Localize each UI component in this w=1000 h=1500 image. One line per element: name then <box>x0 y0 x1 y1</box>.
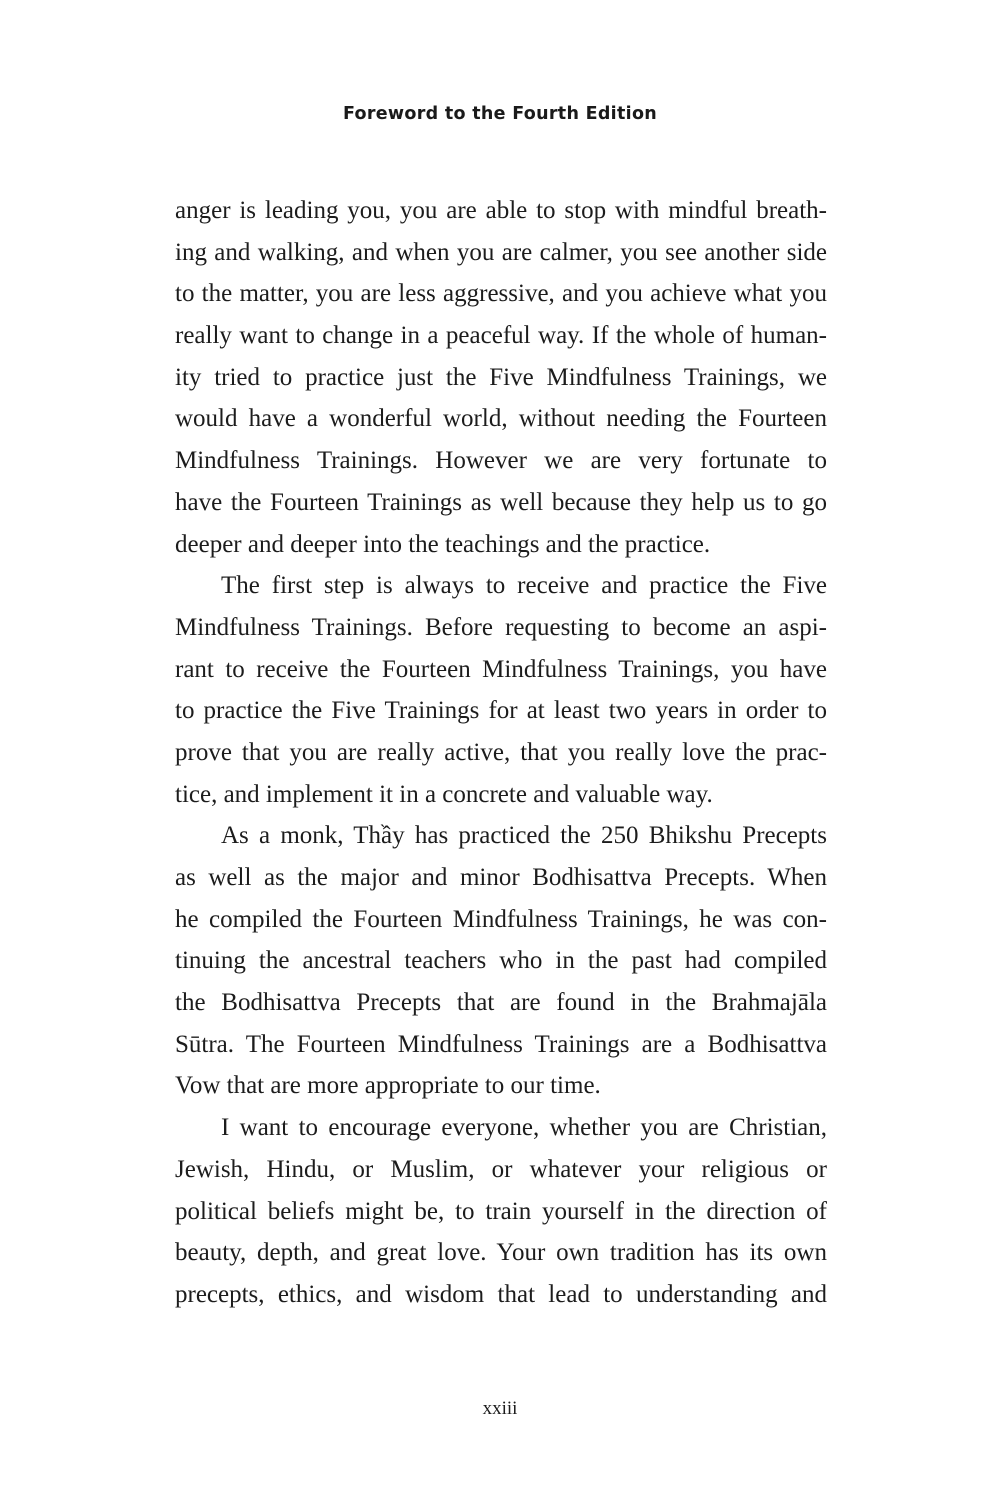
text-line: tice, and implement it in a concrete and valuable way. <box>175 780 713 808</box>
body-text <box>175 190 827 1316</box>
text-line: Mindfulness Trainings. However we are very fortunate to <box>175 447 827 475</box>
text-line: I want to encourage everyone, whether you are Christian, <box>221 1114 827 1142</box>
text-line: to the matter, you are less aggressive, and you achieve what you <box>175 280 827 308</box>
text-line: beauty, depth, and great love. Your own tradition has its own <box>175 1239 827 1267</box>
paragraph <box>175 190 827 565</box>
text-line: prove that you are really active, that you really love the prac- <box>175 738 827 766</box>
page-number: xxiii <box>482 1398 518 1419</box>
text-line: ity tried to practice just the Five Mindfulness Trainings, we <box>175 363 827 391</box>
text-line: to practice the Five Trainings for at least two years in order to <box>175 697 827 725</box>
text-line: precepts, ethics, and wisdom that lead to understanding and <box>175 1280 827 1308</box>
text-line: As a monk, Thầy has practiced the 250 Bhikshu Precepts <box>221 822 827 850</box>
text-line: Vow that are more appropriate to our time. <box>175 1072 601 1100</box>
text-line: Mindfulness Trainings. Before requesting to become an aspi- <box>175 613 827 641</box>
text-line: rant to receive the Fourteen Mindfulness Trainings, you have <box>175 655 827 683</box>
text-line: have the Fourteen Trainings as well because they help us to go <box>175 488 827 516</box>
text-line: he compiled the Fourteen Mindfulness Trainings, he was con- <box>175 905 827 933</box>
text-line: deeper and deeper into the teachings and the practice. <box>175 530 711 558</box>
text-line: tinuing the ancestral teachers who in the past had compiled <box>175 947 827 975</box>
text-line: Sūtra. The Fourteen Mindfulness Trainings are a Bodhisattva <box>175 1030 827 1058</box>
text-line: anger is leading you, you are able to stop with mindful breath- <box>175 197 827 224</box>
text-line: political beliefs might be, to train yourself in the direction of <box>175 1197 827 1225</box>
paragraph <box>175 1107 827 1315</box>
paragraph <box>175 565 827 815</box>
text-line: as well as the major and minor Bodhisattva Precepts. When <box>175 864 827 891</box>
text-line: would have a wonderful world, without needing the Fourteen <box>175 405 827 433</box>
text-line: the Bodhisattva Precepts that are found in the Brahmajāla <box>175 989 827 1017</box>
running-head: Foreword to the Fourth Edition <box>342 104 658 124</box>
text-line: ing and walking, and when you are calmer, you see another side <box>175 238 827 266</box>
text-line: really want to change in a peaceful way. If the whole of human- <box>175 322 827 350</box>
text-line: The first step is always to receive and practice the Five <box>221 572 827 600</box>
text-line: Jewish, Hindu, or Muslim, or whatever your religious or <box>175 1155 827 1183</box>
paragraph <box>175 815 827 1107</box>
